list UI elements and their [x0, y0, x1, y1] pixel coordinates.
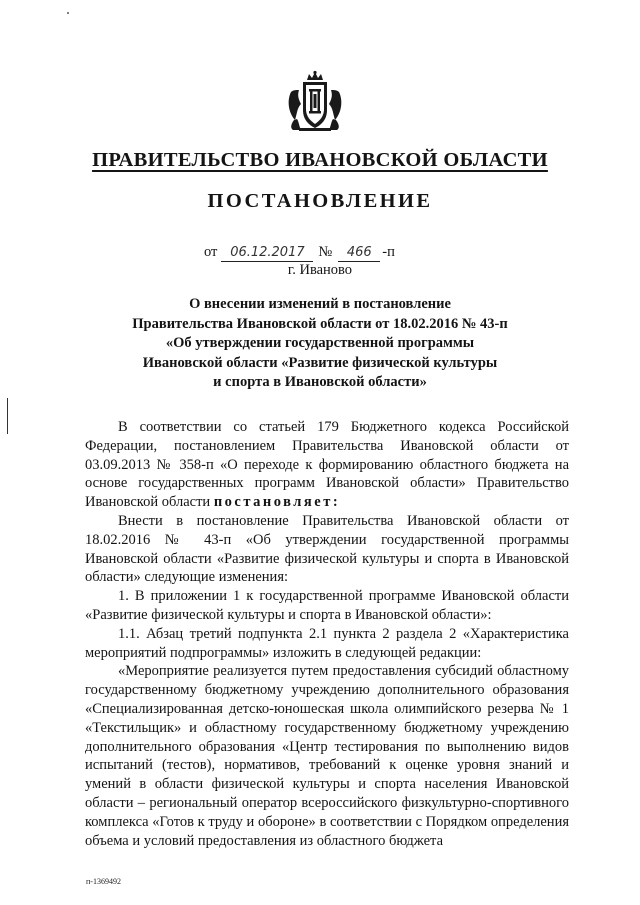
number-suffix: -п	[382, 244, 395, 260]
handwritten-date: 06.12.2017	[221, 245, 313, 262]
handwritten-number: 466	[338, 245, 380, 262]
paragraph-1-text: В соответствии со статьей 179 Бюджетного кодекса Российской Федерации, постановлением Правительства Ивановской области от 03.09.2013 № 358-п «О переходе к формированию областного бюджета на основе государственных программ Ивановской области» Правительство Ивановской области	[85, 419, 569, 511]
date-number-line	[204, 243, 395, 262]
document-type: ПОСТАНОВЛЕНИЕ	[207, 190, 433, 212]
paragraph-5: «Мероприятие реализуется путем предоставления субсидий областному государственному бюджетному учреждению дополнительного образования «Специализированная детско-юношеская школа олимпийского резерва № 1 «Текстильщик» и областному государственному бюджетному учреждению дополнительного образования «Центр тестирования по выполнению видов испытаний (тестов), нормативов, требований к оценке уровня знаний и умений в области физической культуры и спорта населения Ивановской области – региональный оператор всероссийского физкультурно-спортивного комплекса «Готов к труду и обороне» в соответствии с Порядком определения объема и условий предоставления из областного бюджета	[85, 663, 569, 849]
subject-line: О внесении изменений в постановление	[189, 296, 451, 312]
paragraph-1	[85, 418, 569, 512]
document-body	[85, 418, 569, 850]
decree-verb: постановляет:	[213, 494, 341, 511]
city: г. Иваново	[287, 262, 353, 278]
subject-line: Правительства Ивановской области от 18.02.2016 № 43-п	[132, 315, 508, 332]
paragraph-4: 1.1. Абзац третий подпункта 2.1 пункта 2 раздела 2 «Характеристика мероприятий подпрограммы» изложить в следующей редакции:	[85, 625, 569, 661]
document-subject	[0, 295, 640, 393]
paragraph-3: 1. В приложении 1 к государственной программе Ивановской области «Развитие физической культуры и спорта в Ивановской области»:	[85, 588, 569, 623]
subject-line: «Об утверждении государственной программы	[165, 335, 475, 351]
government-title: ПРАВИТЕЛЬСТВО ИВАНОВСКОЙ ОБЛАСТИ	[92, 149, 548, 171]
number-sign: №	[318, 244, 333, 260]
paragraph-2: Внести в постановление Правительства Ивановской области от 18.02.2016 № 43-п «Об утверждении государственной программы Ивановской области «Развитие физической культуры и спорта в Ивановской области» следующие изменения:	[85, 512, 569, 586]
coat-of-arms-icon	[285, 70, 345, 132]
margin-mark	[7, 398, 8, 434]
scan-speck	[67, 12, 69, 14]
subject-line: Ивановской области «Развитие физической культуры	[142, 354, 498, 371]
subject-line: и спорта в Ивановской области»	[213, 374, 427, 390]
date-prefix: от	[204, 244, 218, 260]
footer-document-id: п-1369492	[86, 877, 121, 886]
